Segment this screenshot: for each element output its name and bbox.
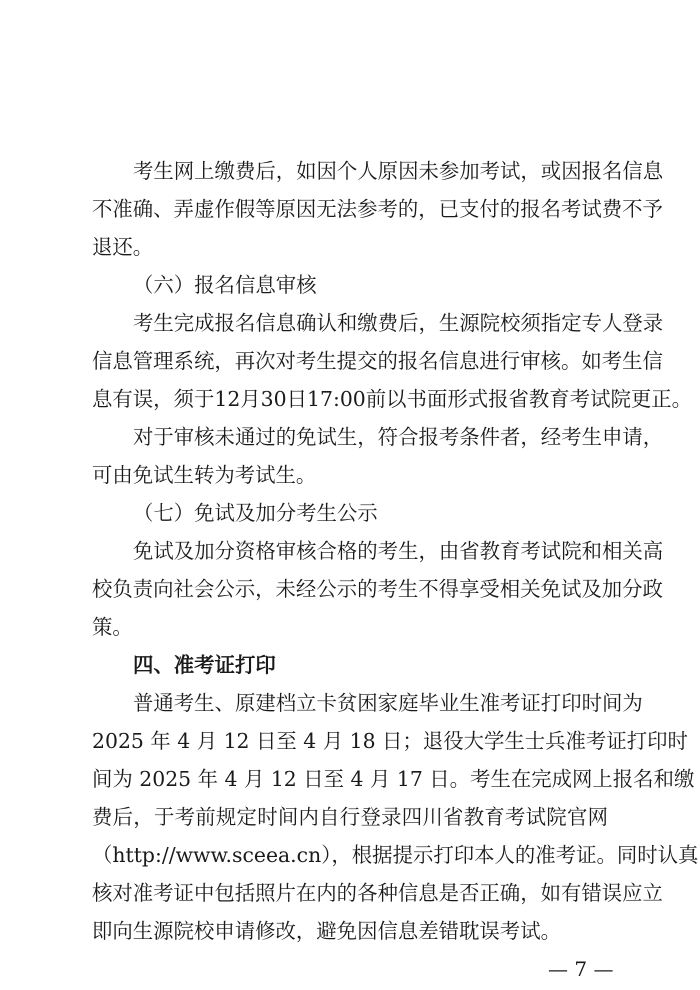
paragraph-line: 可由免试生转为考试生。 xyxy=(92,463,317,487)
page-number: — 7 — xyxy=(548,957,614,981)
paragraph-line: 考生完成报名信息确认和缴费后，生源院校须指定专人登录 xyxy=(133,311,664,335)
section-heading-7: （七）免试及加分考生公示 xyxy=(133,501,378,525)
paragraph-line: 间为 2025 年 4 月 12 日至 4 月 17 日。考生在完成网上报名和缴 xyxy=(92,767,695,791)
paragraph-line: 2025 年 4 月 12 日至 4 月 18 日；退役大学生士兵准考证打印时 xyxy=(92,729,688,753)
paragraph-line: 免试及加分资格审核合格的考生，由省教育考试院和相关高 xyxy=(133,539,664,563)
paragraph-line: 核对准考证中包括照片在内的各种信息是否正确，如有错误应立 xyxy=(92,881,663,905)
paragraph-line: 普通考生、原建档立卡贫困家庭毕业生准考证打印时间为 xyxy=(133,691,643,715)
paragraph-line: 费后，于考前规定时间内自行登录四川省教育考试院官网 xyxy=(92,805,608,829)
paragraph-line: 不准确、弄虚作假等原因无法参考的，已支付的报名考试费不予 xyxy=(92,197,663,221)
paragraph-line: 策。 xyxy=(92,615,133,639)
paragraph-line: 即向生源院校申请修改，避免因信息差错耽误考试。 xyxy=(92,919,561,943)
paragraph-line: 校负责向社会公示，未经公示的考生不得享受相关免试及加分政 xyxy=(92,577,663,601)
paragraph-line: （http://www.sceea.cn），根据提示打印本人的准考证。同时认真 xyxy=(92,843,699,867)
paragraph-line: 考生网上缴费后，如因个人原因未参加考试，或因报名信息 xyxy=(133,159,664,183)
section-heading-4: 四、准考证打印 xyxy=(133,653,276,677)
paragraph-line: 对于审核未通过的免试生，符合报考条件者，经考生申请， xyxy=(133,425,664,449)
paragraph-line: 息有误，须于12月30日17:00前以书面形式报省教育考试院更正。 xyxy=(92,387,693,411)
section-heading-6: （六）报名信息审核 xyxy=(133,273,317,297)
paragraph-line: 信息管理系统，再次对考生提交的报名信息进行审核。如考生信 xyxy=(92,349,663,373)
paragraph-line: 退还。 xyxy=(92,235,154,259)
